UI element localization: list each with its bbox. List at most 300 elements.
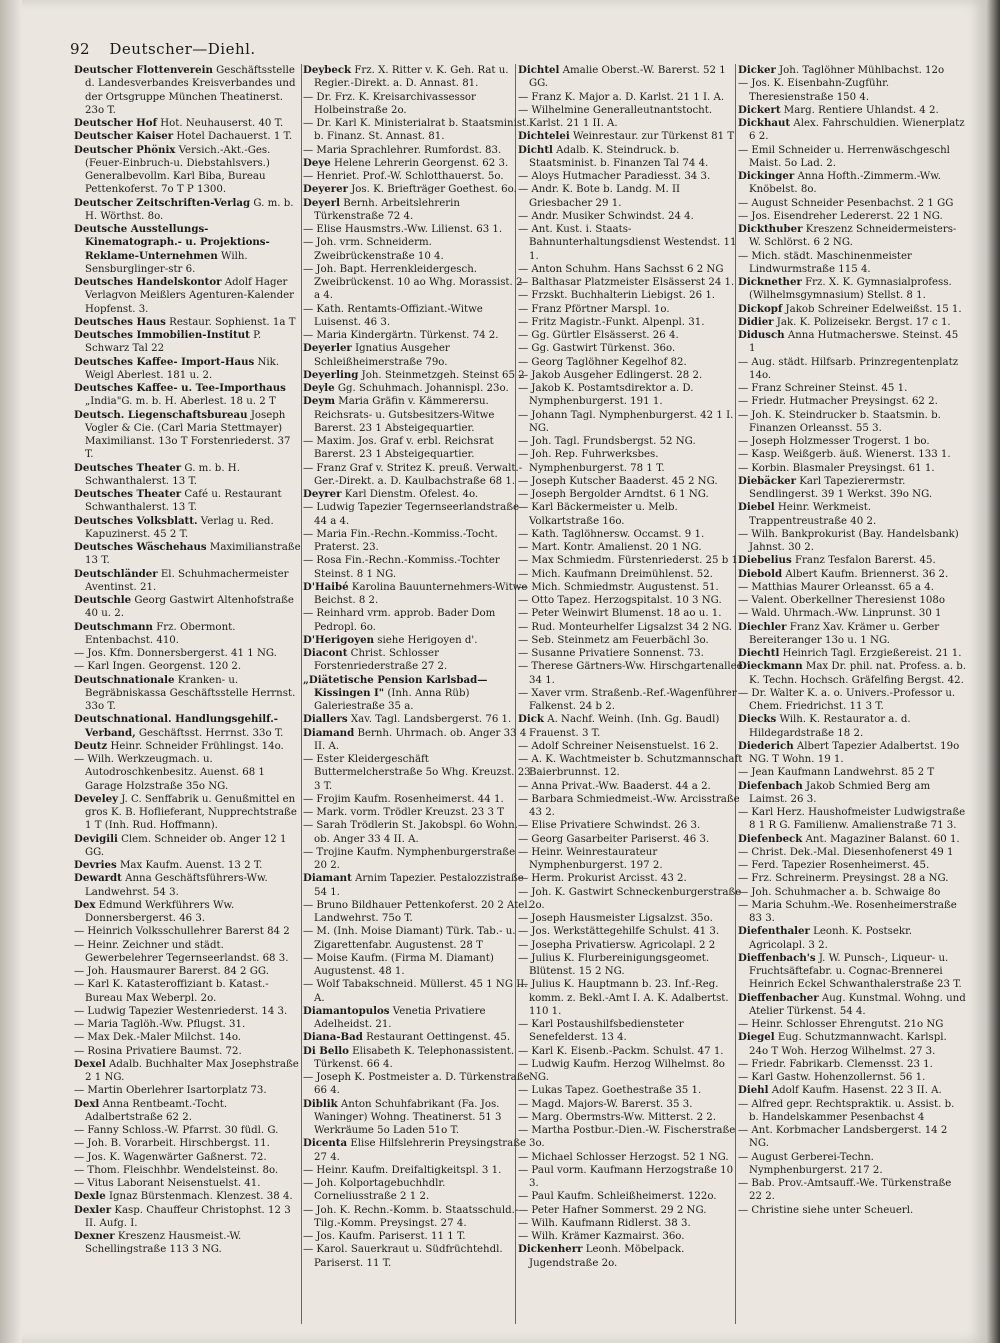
directory-entry bbox=[518, 276, 746, 289]
directory-entry bbox=[303, 846, 531, 873]
entry-text: Eug. Schutzmannwacht. Karlspl. 24o T Woh. Herzog Wilhelmst. 27 3. bbox=[749, 1032, 947, 1057]
entry-name: Dichtl bbox=[518, 143, 553, 156]
entry-text: — Joh. B. Vorarbeit. Hirschbergst. 11. bbox=[74, 1138, 270, 1150]
directory-entry bbox=[518, 104, 746, 131]
entry-text: — Joseph Holzmesser Trogerst. 1 bo. bbox=[738, 436, 930, 447]
entry-text: Bernh. Arbeitslehrerin Türkenstraße 72 4. bbox=[314, 197, 460, 222]
directory-entry bbox=[518, 780, 746, 793]
directory-entry bbox=[303, 488, 531, 501]
entry-text: Kreszenz Schneidermeisters-W. Schlörst. 6 2 NG. bbox=[749, 224, 957, 249]
entry-text: — Julius K. Flurbereinigungsgeomet. Blütenst. 15 2 NG. bbox=[518, 952, 710, 977]
entry-name: Diana-Bad bbox=[303, 1031, 363, 1044]
entry-name: Diallers bbox=[303, 713, 348, 726]
entry-name: Develey bbox=[74, 792, 118, 805]
directory-entry bbox=[303, 1071, 531, 1098]
entry-text: Restaur. Sophienst. 1a T bbox=[169, 316, 296, 328]
entry-text: Adolf Hager Verlagvon Meißlers Agenturen-Kalender Hopfenst. 3. bbox=[85, 277, 294, 315]
entry-text: — Reinhard vrm. approb. Bader Dom Pedropl. 6o. bbox=[303, 608, 496, 633]
entry-name: Dickenherr bbox=[518, 1243, 583, 1256]
directory-entry bbox=[518, 1098, 746, 1111]
entry-text: Ignaz Bürstenmach. Klenzest. 38 4. bbox=[109, 1191, 293, 1203]
entry-text: Anna Hutmacherswe. Steinst. 45 1 bbox=[749, 330, 959, 355]
entry-text: Jakob Schreiner Edelweißst. 15 1. bbox=[785, 303, 962, 315]
directory-entry bbox=[518, 316, 746, 329]
entry-text: Clem. Schneider ob. Anger 12 1 GG. bbox=[85, 833, 287, 858]
entry-text: — Martin Oberlehrer Isartorplatz 73. bbox=[74, 1085, 267, 1097]
entry-text: Anna Geschäftsführers-Ww. Landwehrst. 54 3. bbox=[85, 873, 268, 898]
directory-entry bbox=[74, 1230, 302, 1257]
directory-entry bbox=[303, 462, 531, 489]
directory-entry bbox=[303, 528, 531, 555]
entry-text: — Seb. Steinmetz am Feuerbächl 3o. bbox=[518, 634, 709, 646]
entry-text: — Mich. Schmiedmstr. Augustenst. 51. bbox=[518, 581, 719, 593]
entry-text: Max Dr. phil. nat. Profess. a. b. K. Techn. Hochsch. Gräfelfing Bergst. 42. bbox=[749, 661, 966, 686]
entry-name: Deutsche Ausstellungs- Kinematograph.- u. Projektions-Reklame-Unternehmen bbox=[74, 223, 270, 262]
entry-text: — Therese Gärtners-Ww. Hirschgartenallee 34 1. bbox=[518, 661, 743, 686]
directory-entry bbox=[738, 501, 966, 528]
directory-entry bbox=[518, 594, 746, 607]
directory-entry bbox=[518, 740, 746, 753]
directory-entry bbox=[303, 819, 531, 846]
entry-name: Diblik bbox=[303, 1097, 338, 1110]
entry-text: — August Schneider Pesenbachst. 2 1 GG bbox=[738, 197, 954, 209]
directory-entry bbox=[738, 435, 966, 448]
entry-text: Kasp. Chauffeur Christophst. 12 3 II. Aufg. I. bbox=[85, 1204, 291, 1229]
entry-text: Xav. Tagl. Landsbergerst. 76 1. bbox=[350, 714, 512, 726]
page-number: 92 bbox=[70, 40, 91, 58]
entry-text: — Maria Sprachlehrer. Rumfordst. 83. bbox=[303, 144, 502, 156]
entry-text: — Joh. K. Steindrucker b. Staatsmin. b. Finanzen Orleansst. 55 3. bbox=[738, 409, 941, 434]
entry-name: Dexel bbox=[74, 1057, 106, 1070]
directory-entry bbox=[738, 462, 966, 475]
entry-name: Deutsches Wäschehaus bbox=[74, 541, 207, 553]
directory-entry bbox=[303, 117, 531, 144]
entry-text: — Maria Kindergärtn. Türkenst. 74 2. bbox=[303, 330, 499, 341]
directory-entry bbox=[738, 1177, 966, 1204]
entry-text: — Barbara Schmiedmeist.-Ww. Arcisstraße 43 2. bbox=[518, 793, 740, 818]
entry-name: Didusch bbox=[738, 329, 785, 341]
entry-text: — Dr. Walter K. a. o. Univers.-Professor u. Chem. Friedrichst. 11 3 T. bbox=[738, 687, 956, 712]
directory-entry bbox=[518, 501, 746, 528]
directory-entry bbox=[518, 435, 746, 448]
entry-text: Edmund Werkführers Ww. Donnersbergerst. 46 3. bbox=[85, 899, 235, 924]
directory-entry bbox=[74, 1058, 302, 1085]
entry-text: — Michael Schlosser Herzogst. 52 1 NG. bbox=[518, 1151, 729, 1163]
directory-entry bbox=[303, 236, 531, 263]
entry-text: — Maria Taglöh.-Ww. Pflugst. 31. bbox=[74, 1019, 246, 1030]
directory-entry bbox=[303, 872, 531, 899]
directory-column-4 bbox=[738, 64, 966, 1217]
entry-name: Deutsches Volksblatt. bbox=[74, 514, 198, 527]
directory-entry bbox=[518, 263, 746, 276]
directory-entry bbox=[738, 780, 966, 807]
entry-name: D'Herigoyen bbox=[303, 633, 375, 646]
entry-text: Wilh. Sensburglinger-str 6. bbox=[85, 250, 248, 275]
directory-entry bbox=[303, 1045, 531, 1072]
entry-text: — Wilhelmine Generalleutnantstocht. Karlst. 21 1 II. A. bbox=[518, 104, 713, 129]
entry-name: Diegel bbox=[738, 1031, 775, 1044]
entry-text: Max Kaufm. Auenst. 13 2 T. bbox=[119, 860, 263, 871]
directory-entry bbox=[74, 409, 302, 462]
directory-entry bbox=[738, 395, 966, 408]
entry-name: Dewardt bbox=[74, 872, 122, 885]
directory-entry bbox=[518, 488, 746, 501]
directory-entry bbox=[738, 197, 966, 210]
entry-text: — Andr. Musiker Schwindst. 24 4. bbox=[518, 210, 694, 222]
directory-entry bbox=[518, 382, 746, 409]
directory-entry bbox=[303, 382, 531, 395]
entry-name: Deyerer bbox=[303, 183, 348, 196]
directory-entry bbox=[74, 1084, 302, 1097]
entry-text: Adalb. K. Steindruck. b. Staatsminist. b. Finanzen Tal 74 4. bbox=[529, 144, 709, 169]
directory-entry bbox=[738, 687, 966, 714]
directory-entry bbox=[303, 329, 531, 342]
entry-name: Dicenta bbox=[303, 1137, 348, 1150]
directory-entry bbox=[518, 660, 746, 687]
book-binding bbox=[0, 0, 22, 1343]
entry-name: Diederich bbox=[738, 739, 794, 752]
entry-text: Helene Lehrerin Georgenst. 62 3. bbox=[333, 157, 509, 169]
entry-text: — Marg. Obermstrs-Ww. Mitterst. 2 2. bbox=[518, 1111, 717, 1123]
directory-entry bbox=[303, 727, 531, 754]
entry-text: — Gg. Gastwirt Türkenst. 36o. bbox=[518, 343, 676, 355]
entry-text: — Julius K. Hauptmann b. 23. Inf.-Reg. komm. z. Bekl.-Amt I. A. K. Adalbertst. 110 1. bbox=[518, 979, 729, 1017]
entry-name: Deutsch. Liegenschaftsbureau bbox=[74, 408, 248, 421]
directory-entry bbox=[74, 382, 302, 409]
directory-entry bbox=[518, 1084, 746, 1097]
entry-text: — Alfred gepr. Rechtspraktik. u. Assist. b. b. Handelskammer Pesenbachst 4 bbox=[738, 1098, 955, 1123]
entry-name: Deutsches Haus bbox=[74, 315, 166, 328]
entry-name: Deye bbox=[303, 156, 331, 169]
directory-entry bbox=[738, 77, 966, 104]
entry-text: — Joh. Bapt. Herrenkleidergesch. Zweibrückenst. 10 ao Whg. Morassist. 2 a 4. bbox=[303, 263, 523, 302]
directory-entry bbox=[738, 276, 966, 303]
directory-entry bbox=[738, 846, 966, 859]
directory-entry bbox=[738, 806, 966, 833]
directory-entry bbox=[738, 170, 966, 197]
directory-entry bbox=[518, 939, 746, 952]
entry-text: Restaurant Oettingenst. 45. bbox=[366, 1032, 511, 1044]
directory-entry bbox=[738, 992, 966, 1019]
entry-text: — Karl Herz. Haushofmeister Ludwigstraße 8 1 R G. Familienw. Amalienstraße 71 3. bbox=[738, 807, 966, 832]
directory-entry bbox=[738, 448, 966, 461]
entry-text: — Peter Weinwirt Blumenst. 18 ao u. 1. bbox=[518, 608, 722, 620]
directory-entry bbox=[738, 117, 966, 144]
entry-text: — Rosa Fin.-Rechn.-Kommiss.-Tochter Steinst. 8 1 NG. bbox=[303, 555, 500, 580]
entry-text: Geschäftsstelle d. Landesverbandes Kreisverbandes und der Ortsgruppe München Theatinerst. 23o T. bbox=[85, 65, 296, 116]
entry-text: Elisabeth K. Telephonassistent. Türkenst. 66 4. bbox=[314, 1045, 515, 1070]
entry-text: Kreszenz Hausmeist.-W. Schellingstraße 113 3 NG. bbox=[85, 1231, 242, 1256]
directory-entry bbox=[303, 263, 531, 303]
entry-text: Geschäftsst. Herrnst. 33o T. bbox=[138, 727, 284, 739]
directory-entry bbox=[518, 554, 746, 567]
directory-entry bbox=[518, 1111, 746, 1124]
entry-text: — Fanny Schloss.-W. Pfarrst. 30 füdl. G. bbox=[74, 1125, 279, 1136]
entry-text: — Martha Postbur.-Dien.-W. Fischerstraße 3o. bbox=[518, 1125, 736, 1150]
directory-entry bbox=[738, 740, 966, 767]
entry-text: — Jos. Werkstättegehilfe Schulst. 41 3. bbox=[518, 926, 720, 938]
entry-text: — Jos. Eisendreher Ledererst. 22 1 NG. bbox=[738, 210, 943, 222]
entry-name: Deyle bbox=[303, 382, 335, 394]
entry-name: Deutschle bbox=[74, 594, 132, 606]
directory-entry bbox=[303, 1164, 531, 1177]
directory-entry bbox=[303, 501, 531, 528]
entry-text: — Christ. Dek.-Mal. Diesenhofenerst 49 1 bbox=[738, 846, 954, 858]
entry-text: — Adolf Schreiner Neisenstuelst. 16 2. bbox=[518, 740, 719, 752]
entry-text: — Joseph Kutscher Baaderst. 45 2 NG. bbox=[518, 475, 718, 487]
directory-entry bbox=[518, 581, 746, 594]
directory-entry bbox=[738, 607, 966, 620]
directory-entry bbox=[738, 528, 966, 555]
entry-text: — Susanne Privatiere Sonnenst. 73. bbox=[518, 648, 704, 659]
entry-text: Versich.-Akt.-Ges. (Feuer-Einbruch-u. Diebstahlsvers.) Generalbevollm. Karl Biba, Bureau Pettenkoferst. 7o T P 1300. bbox=[85, 144, 271, 196]
entry-text: siehe Herigoyen d'. bbox=[377, 634, 478, 646]
entry-text: Hot. Neuhauserst. 40 T. bbox=[160, 118, 284, 129]
entry-name: Devries bbox=[74, 859, 117, 871]
directory-entry bbox=[518, 753, 746, 780]
entry-text: — Joseph Bergolder Arndtst. 6 1 NG. bbox=[518, 489, 709, 500]
entry-text: Amalie Oberst.-W. Barerst. 52 1 GG. bbox=[529, 65, 726, 90]
directory-entry bbox=[303, 925, 531, 952]
directory-entry bbox=[518, 819, 746, 832]
directory-entry bbox=[518, 925, 746, 938]
entry-text: Frz. X. K. Gymnasialprofess. (Wilhelmsgymnasium) Stellst. 8 1. bbox=[749, 277, 952, 302]
directory-entry bbox=[738, 647, 966, 660]
entry-name: Dexner bbox=[74, 1230, 115, 1242]
entry-text: — Ester Kleidergeschäft Buttermelcherstraße 5o Whg. Kreuzst. 23 3 T. bbox=[303, 754, 531, 792]
directory-entry bbox=[74, 965, 302, 978]
directory-entry bbox=[518, 1045, 746, 1058]
directory-entry bbox=[74, 621, 302, 648]
entry-name: Deutsches Kaffee- Import-Haus bbox=[74, 355, 255, 368]
entry-name: Devigili bbox=[74, 832, 118, 845]
entry-text: — Wolf Tabakschneid. Müllerst. 45 1 NG II. A. bbox=[303, 979, 528, 1004]
entry-text: Gg. Schuhmach. Johannispl. 23o. bbox=[337, 383, 509, 394]
entry-name: Dickert bbox=[738, 103, 781, 116]
directory-entry bbox=[518, 872, 746, 885]
entry-name: Dexle bbox=[74, 1190, 106, 1203]
directory-entry bbox=[74, 647, 302, 660]
entry-text: — Franz Pförtner Marspl. 1o. bbox=[518, 303, 670, 315]
entry-text: — Wilh. Bankprokurist (Bay. Handelsbank) Jahnst. 30 2. bbox=[738, 528, 959, 553]
directory-entry bbox=[738, 713, 966, 740]
directory-entry bbox=[518, 303, 746, 316]
entry-text: (Inh. Anna Rüb) Galeriestraße 35 a. bbox=[314, 687, 470, 712]
directory-entry bbox=[74, 713, 302, 740]
directory-entry bbox=[74, 1005, 302, 1018]
entry-name: Dickhaut bbox=[738, 117, 791, 129]
directory-entry bbox=[518, 144, 746, 171]
entry-text: — Balthasar Platzmeister Elsässerst 24 1. bbox=[518, 277, 735, 288]
directory-column-3 bbox=[518, 64, 746, 1270]
entry-name: Dieffenbacher bbox=[738, 991, 819, 1004]
directory-entry bbox=[518, 886, 746, 913]
directory-entry bbox=[74, 541, 302, 568]
directory-entry bbox=[738, 766, 966, 779]
directory-entry bbox=[518, 1124, 746, 1151]
entry-text: El. Schuhmachermeister Aventinst. 21. bbox=[85, 568, 289, 593]
entry-text: Weinrestaur. zur Türkenst 81 T bbox=[572, 131, 735, 143]
directory-entry bbox=[518, 912, 746, 925]
directory-entry bbox=[738, 1018, 966, 1031]
directory-entry bbox=[74, 1098, 302, 1125]
directory-entry bbox=[303, 64, 531, 91]
directory-entry bbox=[74, 462, 302, 489]
entry-text: — Karl Postaushilfsbediensteter Senefelderst. 13 4. bbox=[518, 1019, 684, 1044]
entry-text: Joh. Taglöhner Mühlbachst. 12o bbox=[779, 65, 945, 76]
directory-entry bbox=[738, 872, 966, 885]
entry-name: Dichtel bbox=[518, 64, 560, 76]
entry-name: Dexl bbox=[74, 1097, 100, 1110]
directory-entry bbox=[518, 329, 746, 342]
directory-entry bbox=[518, 64, 746, 91]
directory-entry bbox=[738, 1071, 966, 1084]
entry-text: — Aloys Hutmacher Paradiesst. 34 3. bbox=[518, 171, 711, 182]
entry-text: — Franz Schreiner Steinst. 45 1. bbox=[738, 383, 908, 394]
entry-name: Deyerler bbox=[303, 342, 352, 355]
directory-entry bbox=[74, 144, 302, 197]
entry-text: Anna Hofth.-Zimmerm.-Ww. Knöbelst. 8o. bbox=[749, 171, 941, 196]
entry-name: Diefenbach bbox=[738, 779, 803, 792]
entry-text: Karl Dienstm. Ofelest. 4o. bbox=[344, 489, 479, 500]
directory-entry bbox=[738, 210, 966, 223]
entry-text: — Ferd. Tapezier Rosenheimerst. 45. bbox=[738, 860, 930, 871]
entry-text: Marg. Rentiere Uhlandst. 4 2. bbox=[783, 104, 939, 116]
entry-text: Jos. K. Briefträger Goethest. 6o. bbox=[351, 184, 517, 196]
entry-text: — Dr. Frz. K. Kreisarchivassessor Holbeinstraße 2o. bbox=[303, 91, 476, 116]
entry-name: Dicknether bbox=[738, 276, 802, 288]
entry-text: Ant. Magaziner Balanst. 60 1. bbox=[805, 833, 960, 845]
entry-text: Aug. Kunstmal. Wohng. und Atelier Türkenst. 54 4. bbox=[749, 992, 966, 1017]
directory-entry bbox=[518, 978, 746, 1018]
entry-text: Maximilianstraße 13 T. bbox=[85, 542, 301, 567]
directory-entry bbox=[518, 475, 746, 488]
entry-name: Dichtelei bbox=[518, 130, 570, 143]
entry-text: — Mich. städt. Maschinenmeister Lindwurmstraße 115 4. bbox=[738, 250, 912, 275]
directory-entry bbox=[74, 939, 302, 966]
directory-entry bbox=[518, 1230, 746, 1243]
entry-text: — Karl Bäckermeister u. Melb. Volkartstraße 16o. bbox=[518, 502, 678, 527]
entry-text: — Joh. K. Rechn.-Komm. b. Staatsschuld.-Tilg.-Komm. Preysingst. 27 4. bbox=[303, 1204, 519, 1229]
directory-entry bbox=[738, 859, 966, 872]
directory-entry bbox=[303, 713, 531, 726]
entry-text: — Karl K. Katasteroffiziant b. Katast.-Bureau Max Weberpl. 2o. bbox=[74, 979, 269, 1004]
entry-text: — Max Schmiedm. Fürstenriederst. 25 b 1. bbox=[518, 555, 742, 567]
directory-entry bbox=[74, 64, 302, 117]
directory-entry bbox=[738, 316, 966, 329]
entry-text: Nik. Weigl Aberlest. 181 u. 2. bbox=[85, 356, 280, 381]
entry-text: — Sarah Trödlerin St. Jakobspl. 6o Wohn. ob. Anger 33 4 II. A. bbox=[303, 820, 518, 845]
entry-name: Deutscher Hof bbox=[74, 117, 157, 129]
directory-entry bbox=[74, 316, 302, 329]
entry-name: Diefenbeck bbox=[738, 832, 803, 845]
directory-entry bbox=[303, 342, 531, 369]
entry-text: Arnim Tapezier. Pestalozzistraße 54 1. bbox=[314, 873, 524, 898]
entry-name: Deutscher Phönix bbox=[74, 143, 176, 156]
directory-entry bbox=[74, 1045, 302, 1058]
entry-text: — Frojim Kaufm. Rosenheimerst. 44 1. bbox=[303, 793, 504, 805]
entry-name: Deutsches Handelskontor bbox=[74, 276, 222, 288]
entry-text: — Joh. Hausmaurer Barerst. 84 2 GG. bbox=[74, 966, 269, 977]
entry-text: P. Schwarz Tal 22 bbox=[85, 330, 262, 355]
entry-text: — Joh. Schuhmacher a. b. Schwaige 8o bbox=[738, 886, 941, 898]
entry-text: — Kasp. Weißgerb. äuß. Wienerst. 133 1. bbox=[738, 449, 951, 461]
entry-name: Deutschnational. Handlungsgehilf.- Verband, bbox=[74, 713, 278, 739]
entry-text: — Christine siehe unter Scheuerl. bbox=[738, 1204, 914, 1216]
directory-entry bbox=[518, 183, 746, 210]
entry-text: Jakob Schmied Berg am Laimst. 26 3. bbox=[749, 780, 931, 805]
directory-entry bbox=[738, 104, 966, 117]
directory-entry bbox=[518, 793, 746, 820]
entry-text: — Joh. Rep. Fuhrwerksbes. Nymphenburgerst. 78 1 T. bbox=[518, 449, 665, 474]
entry-text: — Ant. Korbmacher Landsbergerst. 14 2 NG. bbox=[738, 1125, 948, 1150]
entry-name: Dickthuber bbox=[738, 223, 803, 235]
entry-text: Karl Tapezierermstr. Sendlingerst. 39 1 Werkst. 39o NG. bbox=[749, 475, 933, 500]
directory-entry bbox=[518, 1190, 746, 1203]
entry-text: G. m. b. H. Wörthst. 8o. bbox=[85, 197, 294, 222]
directory-entry bbox=[738, 554, 966, 567]
entry-text: — Kath. Taglöhnersw. Occamst. 9 1. bbox=[518, 528, 705, 540]
entry-name: Diechtl bbox=[738, 647, 780, 659]
entry-text: — Xaver vrm. Straßenb.-Ref.-Wagenführer Falkenst. 24 b 2. bbox=[518, 687, 737, 712]
entry-text: — Mart. Kontr. Amalienst. 20 1 NG. bbox=[518, 542, 702, 553]
entry-text: Frz. Obermont. Entenbachst. 410. bbox=[85, 621, 236, 646]
entry-text: Café u. Restaurant Schwanthalerst. 13 T. bbox=[85, 489, 282, 514]
directory-entry bbox=[74, 872, 302, 899]
entry-text: Georg Gastwirt Altenhofstraße 40 u. 2. bbox=[85, 595, 294, 620]
entry-text: Alex. Fahrschuldien. Wienerplatz 6 2. bbox=[749, 118, 965, 143]
entry-text: — Josepha Privatiersw. Agricolapl. 2 2 bbox=[518, 939, 716, 951]
directory-entry bbox=[303, 607, 531, 634]
directory-entry bbox=[74, 1151, 302, 1164]
entry-name: Deutschnationale bbox=[74, 673, 175, 686]
directory-entry bbox=[74, 740, 302, 753]
entry-text: — August Gerberei-Techn. Nymphenburgerst. 217 2. bbox=[738, 1151, 883, 1176]
directory-entry bbox=[738, 833, 966, 846]
directory-entry bbox=[518, 223, 746, 263]
entry-text: — Heinr. Kaufm. Dreifaltigkeitspl. 3 1. bbox=[303, 1164, 502, 1176]
entry-text: — Henriet. Prof.-W. Schlotthauerst. 5o. bbox=[303, 171, 504, 182]
directory-entry bbox=[74, 833, 302, 860]
entry-text: Christ. Schlosser Forstenriederstraße 27 2. bbox=[314, 648, 448, 673]
entry-text: — Friedr. Fabrikarb. Clemensst. 23 1. bbox=[738, 1058, 933, 1070]
entry-name: Dexler bbox=[74, 1203, 112, 1216]
entry-text: — Wilh. Krämer Kazmairst. 36o. bbox=[518, 1231, 685, 1242]
entry-text: — Ludwig Tapezier Tegernseerlandstraße 44 a 4. bbox=[303, 502, 520, 527]
directory-entry bbox=[303, 899, 531, 926]
entry-name: Diacont bbox=[303, 647, 348, 659]
entry-name: Deutschmann bbox=[74, 620, 153, 633]
entry-name: Dieffenbach's bbox=[738, 951, 816, 964]
directory-entry bbox=[303, 91, 531, 118]
entry-text: — Mich. Kaufmann Dreimühlenst. 52. bbox=[518, 568, 713, 580]
entry-text: — Otto Tapez. Herzogspitalst. 10 3 NG. bbox=[518, 595, 722, 606]
directory-entry bbox=[518, 541, 746, 554]
entry-text: Wilh. K. Restaurator a. d. Hildegardstraße 18 2. bbox=[749, 714, 911, 739]
entry-text: Albert Kaufm. Briennerst. 36 2. bbox=[785, 568, 949, 580]
entry-text: — Maria Fin.-Rechn.-Kommiss.-Tocht. Praterst. 23. bbox=[303, 528, 498, 553]
directory-entry bbox=[518, 713, 746, 740]
directory-entry bbox=[303, 157, 531, 170]
directory-entry bbox=[303, 952, 531, 979]
entry-name: Diebel bbox=[738, 501, 775, 514]
entry-text: Franz Tesfalon Barerst. 45. bbox=[794, 555, 936, 567]
page-header bbox=[70, 40, 256, 62]
directory-entry bbox=[518, 210, 746, 223]
entry-text: — Joh. K. Gastwirt Schneckenburgerstraße 2o. bbox=[518, 886, 742, 911]
directory-entry bbox=[303, 223, 531, 236]
entry-text: — Bab. Prov.-Amtsauff.-We. Türkenstraße 22 2. bbox=[738, 1178, 952, 1203]
